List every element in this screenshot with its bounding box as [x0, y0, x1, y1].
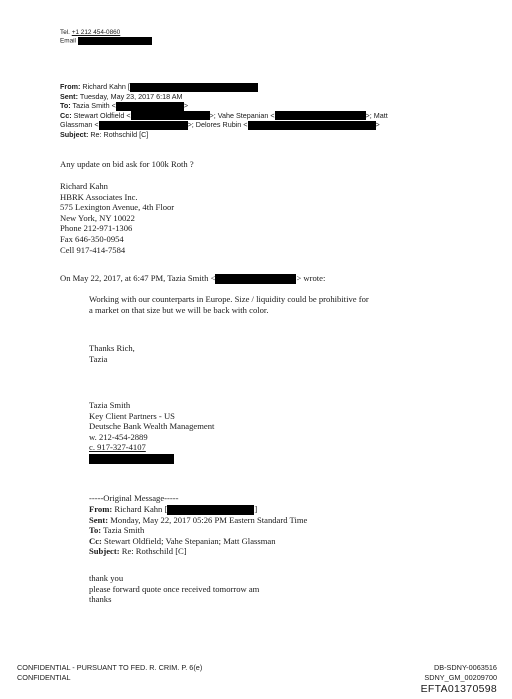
orig-sent-value: Monday, May 22, 2017 05:26 PM Eastern Standard Time [110, 514, 308, 525]
sig-line: Fax 646-350-0954 [60, 233, 124, 244]
sig-line: 575 Lexington Avenue, 4th Floor [60, 202, 175, 213]
from-label: From: [60, 82, 81, 91]
orig-subject-value: Re: Rothschild [C] [121, 546, 187, 557]
orig-sent-line [89, 515, 307, 526]
cc-line-2 [60, 120, 388, 130]
to-close: > [183, 101, 189, 111]
reply-redaction [215, 274, 296, 284]
orig-body-line: thanks [89, 594, 112, 605]
cc-6: > [375, 120, 380, 130]
confidential-notice: CONFIDENTIAL - PURSUANT TO FED. R. CRIM. P. 6(e) [17, 663, 203, 672]
sig-line: Deutsche Bank Wealth Management [89, 421, 215, 432]
email-line [60, 37, 152, 46]
quoted-body [89, 294, 369, 315]
sig-line: w. 212-454-2889 [89, 431, 148, 442]
orig-cc-line [89, 536, 307, 547]
cc-5: >; Delores Rubin < [187, 120, 248, 130]
sig-line: HBRK Associates Inc. [60, 191, 138, 202]
quoted-thanks: Thanks Rich, [89, 343, 135, 353]
orig-from-label: From: [89, 503, 113, 514]
orig-to-line [89, 525, 307, 536]
orig-cc-value: Stewart Oldfield; Vahe Stepanian; Matt Glassman [104, 535, 276, 546]
top-contact [60, 29, 152, 46]
subject-line [60, 130, 388, 140]
cc-1: Stewart Oldfield < [73, 110, 131, 120]
orig-from-close: ] [254, 503, 258, 514]
sig-line: Phone 212-971-1306 [60, 223, 133, 234]
quoted-closing [89, 343, 135, 364]
original-message [89, 493, 307, 557]
from-value: Richard Kahn [ [82, 82, 130, 91]
cc-redaction-2 [275, 111, 366, 120]
cc-line [60, 111, 388, 121]
sig-redaction [89, 454, 174, 464]
message-question: Any update on bid ask for 100k Roth ? [60, 159, 194, 169]
orig-subject-line [89, 546, 307, 557]
orig-to-value: Tazia Smith [103, 525, 145, 536]
tel-label: Tel. [60, 29, 72, 36]
smith-signature [89, 400, 214, 464]
sent-line [60, 92, 388, 102]
sig-line: c. 917-327-4107 [89, 442, 146, 453]
footer-left [17, 663, 202, 683]
tel-line [60, 29, 152, 37]
reply-suffix: > wrote: [296, 273, 326, 283]
sig-redaction-line [89, 453, 214, 464]
original-divider: -----Original Message----- [89, 493, 179, 503]
bates-number-3: EFTA01370598 [420, 683, 497, 695]
original-body [89, 573, 259, 605]
cc-redaction-1 [131, 111, 210, 120]
sig-line: Cell 917-414-7584 [60, 244, 126, 255]
orig-sent-label: Sent: [89, 514, 109, 525]
to-label: To: [60, 101, 71, 111]
sig-line: Key Client Partners - US [89, 410, 175, 421]
orig-from-redaction [167, 505, 254, 515]
email-label: Email [60, 37, 76, 45]
cc-3: >; Matt [365, 110, 388, 120]
kahn-signature [60, 181, 174, 255]
reply-intro [60, 273, 325, 284]
cc-label: Cc: [60, 110, 72, 120]
quoted-name: Tazia [89, 353, 108, 364]
bates-number-2: SDNY_GM_00209700 [424, 673, 497, 682]
cc-2: >; Vahe Stepanian < [209, 110, 275, 120]
orig-to-label: To: [89, 525, 102, 536]
sent-label: Sent: [60, 91, 78, 101]
email-header [60, 82, 388, 140]
cc-redaction-4 [248, 121, 376, 130]
orig-from-line [89, 504, 307, 515]
reply-prefix: On May 22, 2017, at 6:47 PM, Tazia Smith < [60, 273, 216, 283]
quoted-para-2: a market on that size but we will be back with color. [89, 304, 269, 315]
sent-value: Tuesday, May 23, 2017 6:18 AM [79, 91, 183, 101]
email-redaction [78, 37, 152, 45]
orig-subject-label: Subject: [89, 546, 120, 557]
orig-body-line: thank you [89, 573, 124, 583]
from-redaction [130, 83, 258, 92]
orig-from-value: Richard Kahn [ [114, 503, 168, 514]
orig-body-line: please forward quote once received tomorrow am [89, 583, 260, 594]
confidential-label: CONFIDENTIAL [17, 673, 71, 682]
sig-line: New York, NY 10022 [60, 212, 135, 223]
subject-value: Re: Rothschild [C] [90, 129, 149, 139]
bates-number-1: DB-SDNY-0063516 [433, 663, 497, 672]
tel-value: +1 212 454-0860 [71, 29, 121, 36]
to-line [60, 101, 388, 111]
sig-line: Tazia Smith [89, 400, 131, 410]
subject-label: Subject: [60, 129, 89, 139]
to-redaction [116, 102, 184, 111]
cc-redaction-3 [99, 121, 188, 130]
cc-4: Glassman < [60, 120, 99, 130]
sig-line: Richard Kahn [60, 181, 108, 191]
to-value: Tazia Smith < [72, 101, 116, 111]
quoted-para-1: Working with our counterparts in Europe. Size / liquidity could be prohibitive for [89, 294, 369, 304]
from-line [60, 82, 388, 92]
orig-cc-label: Cc: [89, 535, 102, 546]
footer-right [421, 663, 497, 695]
